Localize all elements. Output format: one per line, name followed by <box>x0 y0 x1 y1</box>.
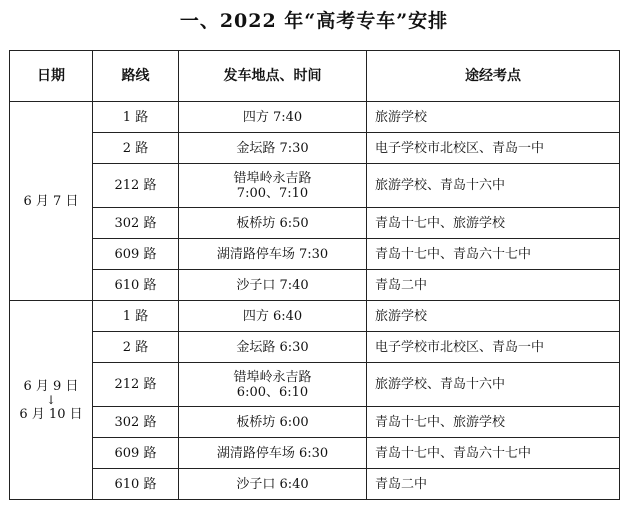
depart-cell <box>179 164 367 208</box>
table-row <box>10 469 620 500</box>
depart-cell <box>179 239 367 270</box>
header-depart: 发车地点、时间 <box>179 51 367 102</box>
depart-line: 错埠岭永吉路 <box>233 369 312 385</box>
depart-line: 沙子口 7:40 <box>236 277 309 293</box>
route-cell: 212 路 <box>93 164 179 208</box>
stops-cell: 青岛十七中、旅游学校 <box>367 208 620 239</box>
stops-cell: 青岛十七中、青岛六十七中 <box>367 239 620 270</box>
date-end: 6 月 10 日 <box>19 406 83 422</box>
depart-line: 湖清路停车场 6:30 <box>216 445 329 461</box>
page-title: 一、2022 年“高考专车”安排 <box>179 10 449 32</box>
table-row <box>10 407 620 438</box>
depart-line: 金坛路 7:30 <box>236 140 309 156</box>
depart-line: 金坛路 6:30 <box>236 339 309 355</box>
depart-cell <box>179 438 367 469</box>
header-route: 路线 <box>93 51 179 102</box>
stops-cell: 旅游学校 <box>367 102 620 133</box>
depart-cell <box>179 332 367 363</box>
route-cell: 302 路 <box>93 208 179 239</box>
table-row <box>10 301 620 332</box>
route-cell: 1 路 <box>93 102 179 133</box>
header-stops: 途经考点 <box>367 51 620 102</box>
depart-line: 四方 7:40 <box>242 109 303 125</box>
table-row <box>10 208 620 239</box>
table-row <box>10 363 620 407</box>
depart-cell <box>179 363 367 407</box>
depart-line: 板桥坊 6:00 <box>236 414 309 430</box>
stops-cell: 旅游学校、青岛十六中 <box>367 164 620 208</box>
table-row <box>10 239 620 270</box>
route-cell: 302 路 <box>93 407 179 438</box>
date-start: 6 月 9 日 <box>23 378 79 394</box>
stops-cell: 电子学校市北校区、青岛一中 <box>367 332 620 363</box>
stops-cell: 青岛十七中、旅游学校 <box>367 407 620 438</box>
route-cell: 2 路 <box>93 133 179 164</box>
depart-cell <box>179 301 367 332</box>
route-cell: 2 路 <box>93 332 179 363</box>
depart-line: 错埠岭永吉路 <box>233 170 312 186</box>
depart-line: 7:00、7:10 <box>236 185 309 201</box>
down-arrow-icon: ↓ <box>45 392 57 407</box>
stops-cell: 旅游学校 <box>367 301 620 332</box>
route-cell: 610 路 <box>93 469 179 500</box>
route-cell: 609 路 <box>93 239 179 270</box>
table-row <box>10 102 620 133</box>
route-cell: 609 路 <box>93 438 179 469</box>
stops-cell: 旅游学校、青岛十六中 <box>367 363 620 407</box>
depart-cell <box>179 102 367 133</box>
date-cell <box>10 102 93 301</box>
route-cell: 610 路 <box>93 270 179 301</box>
route-cell: 1 路 <box>93 301 179 332</box>
depart-line: 6:00、6:10 <box>236 384 309 400</box>
schedule-table <box>9 50 620 500</box>
depart-line: 沙子口 6:40 <box>236 476 309 492</box>
depart-cell <box>179 469 367 500</box>
depart-cell <box>179 133 367 164</box>
header-date: 日期 <box>10 51 93 102</box>
depart-line: 湖清路停车场 7:30 <box>216 246 329 262</box>
stops-cell: 青岛二中 <box>367 270 620 301</box>
depart-cell <box>179 270 367 301</box>
route-cell: 212 路 <box>93 363 179 407</box>
table-row <box>10 438 620 469</box>
depart-line: 板桥坊 6:50 <box>236 215 309 231</box>
header-row <box>10 51 620 102</box>
stops-cell: 青岛二中 <box>367 469 620 500</box>
date-cell <box>10 301 93 500</box>
table-row <box>10 164 620 208</box>
table-row <box>10 133 620 164</box>
stops-cell: 电子学校市北校区、青岛一中 <box>367 133 620 164</box>
schedule-body <box>10 102 620 500</box>
date-start: 6 月 7 日 <box>23 193 79 209</box>
depart-cell <box>179 208 367 239</box>
stops-cell: 青岛十七中、青岛六十七中 <box>367 438 620 469</box>
depart-line: 四方 6:40 <box>242 308 303 324</box>
table-row <box>10 270 620 301</box>
depart-cell <box>179 407 367 438</box>
table-row <box>10 332 620 363</box>
